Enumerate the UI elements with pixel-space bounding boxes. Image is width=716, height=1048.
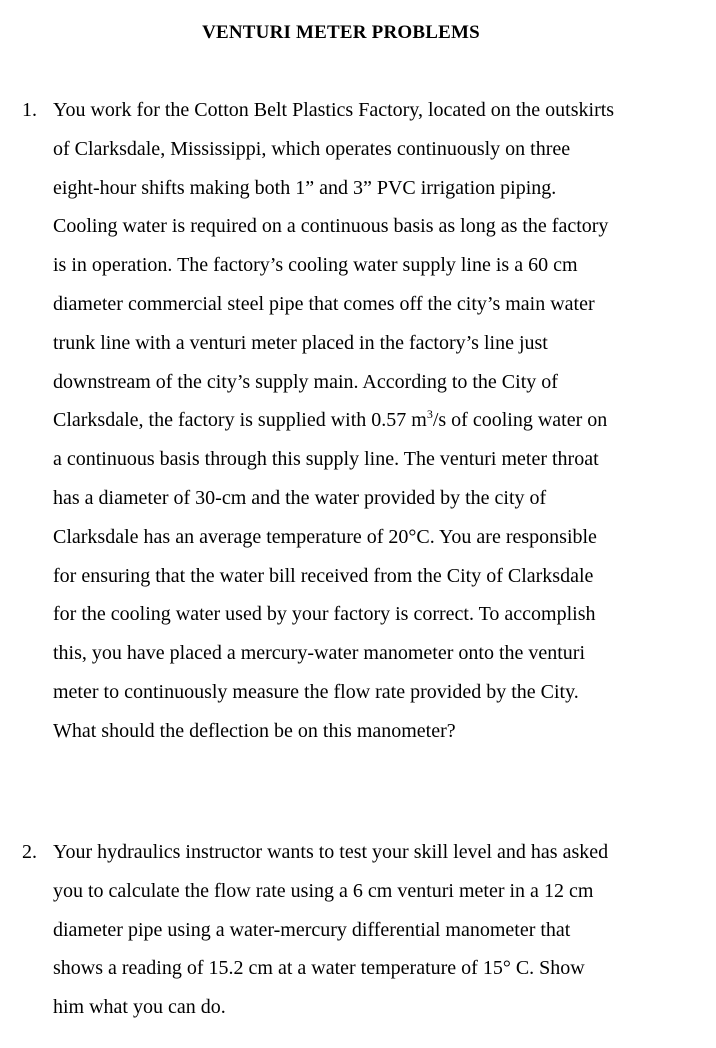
problem-line: trunk line with a venturi meter placed in the factory’s line just <box>53 331 548 354</box>
problem-line: diameter pipe using a water-mercury differential manometer that <box>53 918 571 941</box>
problem-line: this, you have placed a mercury-water manometer onto the venturi <box>53 642 586 665</box>
problem-line: What should the deflection be on this manometer? <box>53 719 456 742</box>
superscript: 3 <box>426 407 433 422</box>
problem-line: downstream of the city’s supply main. According to the City of <box>53 370 558 393</box>
problem-line: for the cooling water used by your factory is correct. To accomplish <box>53 603 596 626</box>
line-segment: /s of cooling water on <box>432 409 608 432</box>
problem-line: of Clarksdale, Mississippi, which operates continuously on three <box>53 137 571 160</box>
problem-text <box>53 833 703 1027</box>
problem-line: you to calculate the flow rate using a 6 cm venturi meter in a 12 cm <box>53 879 594 902</box>
problem-line: eight-hour shifts making both 1” and 3” PVC irrigation piping. <box>53 176 557 199</box>
problem-line: him what you can do. <box>53 996 226 1019</box>
problem-number: 1. <box>22 99 37 121</box>
problem-line: for ensuring that the water bill received from the City of Clarksdale <box>53 564 594 587</box>
problem-line: Your hydraulics instructor wants to test your skill level and has asked <box>53 841 609 863</box>
problem-line: has a diameter of 30-cm and the water provided by the city of <box>53 486 547 509</box>
problem-line: shows a reading of 15.2 cm at a water temperature of 15° C. Show <box>53 957 585 980</box>
line-segment: Clarksdale, the factory is supplied with 0.57 m <box>53 409 427 432</box>
problem-line: a continuous basis through this supply line. The venturi meter throat <box>53 448 599 471</box>
problem-line: Clarksdale has an average temperature of 20°C. You are responsible <box>53 525 597 548</box>
problem-line: is in operation. The factory’s cooling water supply line is a 60 cm <box>53 254 578 277</box>
problem-number: 2. <box>22 841 37 863</box>
problem-line <box>53 401 703 440</box>
problem-text <box>53 91 703 751</box>
document-title: VENTURI METER PROBLEMS <box>202 22 480 43</box>
problem-line: Cooling water is required on a continuous basis as long as the factory <box>53 215 609 238</box>
problem-line: diameter commercial steel pipe that comes off the city’s main water <box>53 292 595 315</box>
problem-line: You work for the Cotton Belt Plastics Factory, located on the outskirts <box>53 99 615 121</box>
problem-line: meter to continuously measure the flow rate provided by the City. <box>53 680 579 703</box>
